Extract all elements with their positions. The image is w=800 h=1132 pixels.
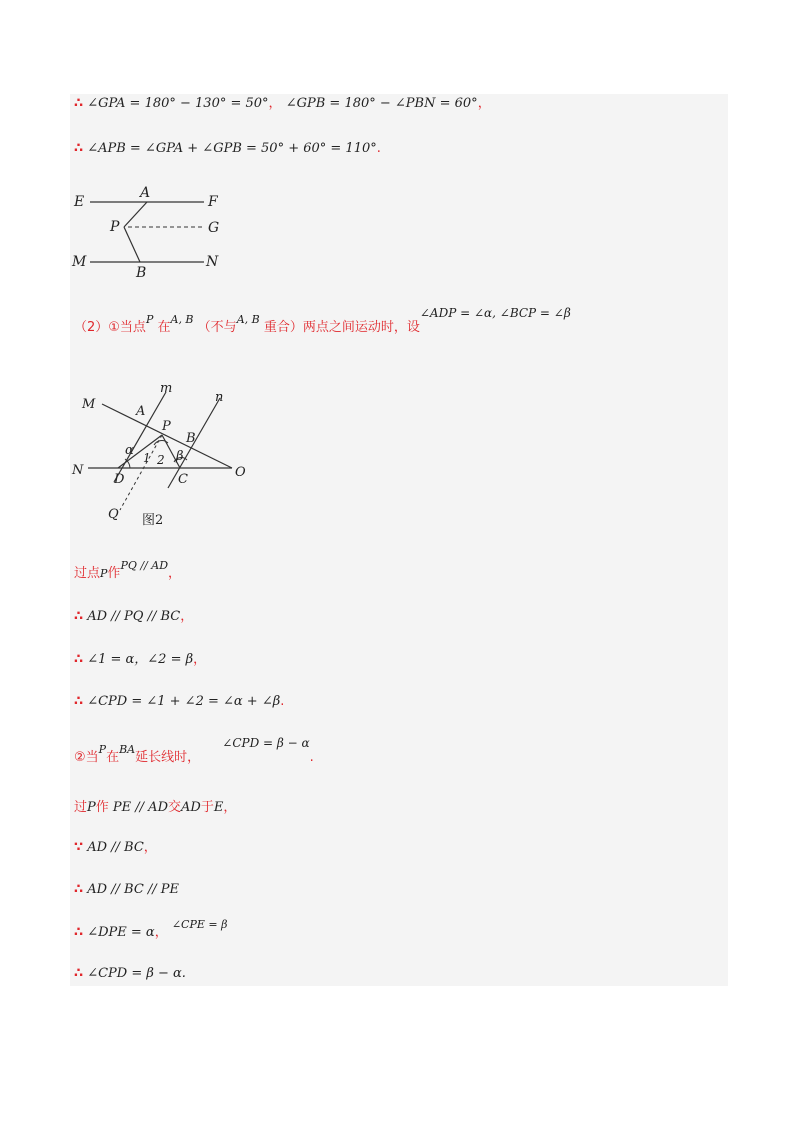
math-P: P	[100, 567, 108, 580]
therefore-symbol: ∴	[74, 694, 84, 709]
label-C: C	[178, 472, 188, 487]
equation: ∠GPB = 180° − ∠PBN = 60°	[285, 96, 478, 111]
text: 过	[74, 800, 88, 815]
solution-line-3	[74, 306, 571, 337]
label-beta: β	[176, 449, 184, 464]
equation: ∠GPA = 180° − 130° = 50°	[87, 96, 269, 111]
equation: ∠CPE = β	[171, 918, 228, 931]
text: 重合）两点之间运动时，设	[263, 320, 420, 335]
solution-line-7	[74, 693, 284, 711]
punctuation: ，	[143, 840, 157, 855]
equation: AD // BC	[87, 840, 144, 855]
label-A: A	[140, 185, 151, 201]
solution-line-8	[74, 736, 314, 767]
math-P: P	[98, 743, 107, 756]
label-line-m: m	[160, 381, 173, 396]
label-angle-2: 2	[157, 453, 165, 467]
punctuation: .	[376, 141, 381, 156]
label-B: B	[136, 265, 147, 280]
label-O: O	[235, 465, 246, 480]
solution-line-11	[74, 881, 179, 899]
punctuation: ，	[168, 566, 182, 581]
punctuation: ，	[180, 609, 194, 624]
equation: ∠CPD = ∠1 + ∠2 = ∠α + ∠β	[87, 694, 281, 709]
figure-caption: 图2	[142, 513, 164, 528]
therefore-symbol: ∴	[74, 609, 84, 624]
text: 于	[200, 800, 214, 815]
equation: ∠APB = ∠GPA + ∠GPB = 50° + 60° = 110°	[87, 141, 377, 156]
punctuation: ，	[154, 925, 168, 940]
math-AB: A, B	[236, 313, 260, 326]
label-angle-1: 1	[143, 451, 151, 465]
equation: AD // BC // PE	[87, 882, 180, 897]
punctuation: .	[309, 750, 314, 765]
figure-1-parallel-lines	[68, 180, 238, 280]
label-D: D	[114, 472, 125, 487]
therefore-symbol: ∴	[74, 925, 84, 940]
text: 作	[107, 566, 121, 581]
label-F: F	[208, 194, 218, 210]
punctuation: ，	[193, 652, 207, 667]
solution-line-6	[74, 651, 206, 669]
label-P: P	[110, 219, 120, 235]
equation: ∠1 = α，∠2 = β	[87, 652, 194, 667]
punctuation: .	[280, 694, 285, 709]
text: 在	[106, 750, 120, 765]
math-E: E	[213, 800, 224, 815]
label-P: P	[162, 419, 171, 434]
label-B: B	[186, 431, 196, 446]
equation: PQ // AD	[120, 559, 169, 572]
solution-line-4	[74, 559, 182, 583]
solution-line-1	[74, 95, 491, 113]
text: ②当	[74, 750, 99, 765]
equation: AD // PQ // BC	[87, 609, 181, 624]
punctuation: ，	[223, 800, 237, 815]
therefore-symbol: ∴	[74, 966, 84, 981]
solution-line-5	[74, 608, 193, 626]
equation: ∠CPD = β − α.	[87, 966, 186, 981]
text: （不与	[197, 320, 237, 335]
figure-2-angle-diagram	[70, 380, 270, 540]
equation: ∠ADP = ∠α, ∠BCP = ∠β	[419, 306, 571, 320]
therefore-symbol: ∴	[74, 141, 84, 156]
label-A: A	[136, 404, 146, 419]
solution-line-12	[74, 918, 228, 942]
therefore-symbol: ∴	[74, 882, 84, 897]
punctuation: ，	[268, 96, 282, 111]
math-AB: A, B	[170, 313, 194, 326]
label-N: N	[72, 463, 84, 478]
label-N: N	[206, 254, 219, 270]
because-symbol: ∵	[74, 840, 84, 855]
text: （2）①当点	[74, 320, 146, 335]
solution-line-10	[74, 839, 157, 857]
label-Q: Q	[108, 507, 119, 522]
math-P: P	[87, 800, 96, 815]
solution-line-2	[74, 140, 381, 158]
math-AD: AD	[181, 800, 201, 815]
solution-line-9	[74, 799, 236, 817]
text: 过点	[74, 566, 101, 581]
label-G: G	[208, 220, 220, 236]
text: 作	[95, 800, 109, 815]
therefore-symbol: ∴	[74, 652, 84, 667]
label-line-n: n	[215, 390, 224, 405]
text: 在	[157, 320, 171, 335]
equation: ∠DPE = α	[87, 925, 155, 940]
equation: PE // AD	[112, 800, 168, 815]
label-M: M	[82, 397, 96, 412]
text: 交	[168, 800, 182, 815]
equation: ∠CPD = β − α	[222, 736, 310, 750]
math-P: P	[145, 313, 154, 326]
label-alpha: α	[125, 443, 134, 458]
label-M: M	[72, 254, 87, 270]
label-E: E	[74, 194, 85, 210]
solution-line-13	[74, 965, 186, 983]
therefore-symbol: ∴	[74, 96, 84, 111]
math-BA: BA	[119, 743, 136, 756]
text: 延长线时，	[135, 750, 201, 765]
punctuation: ，	[477, 96, 491, 111]
